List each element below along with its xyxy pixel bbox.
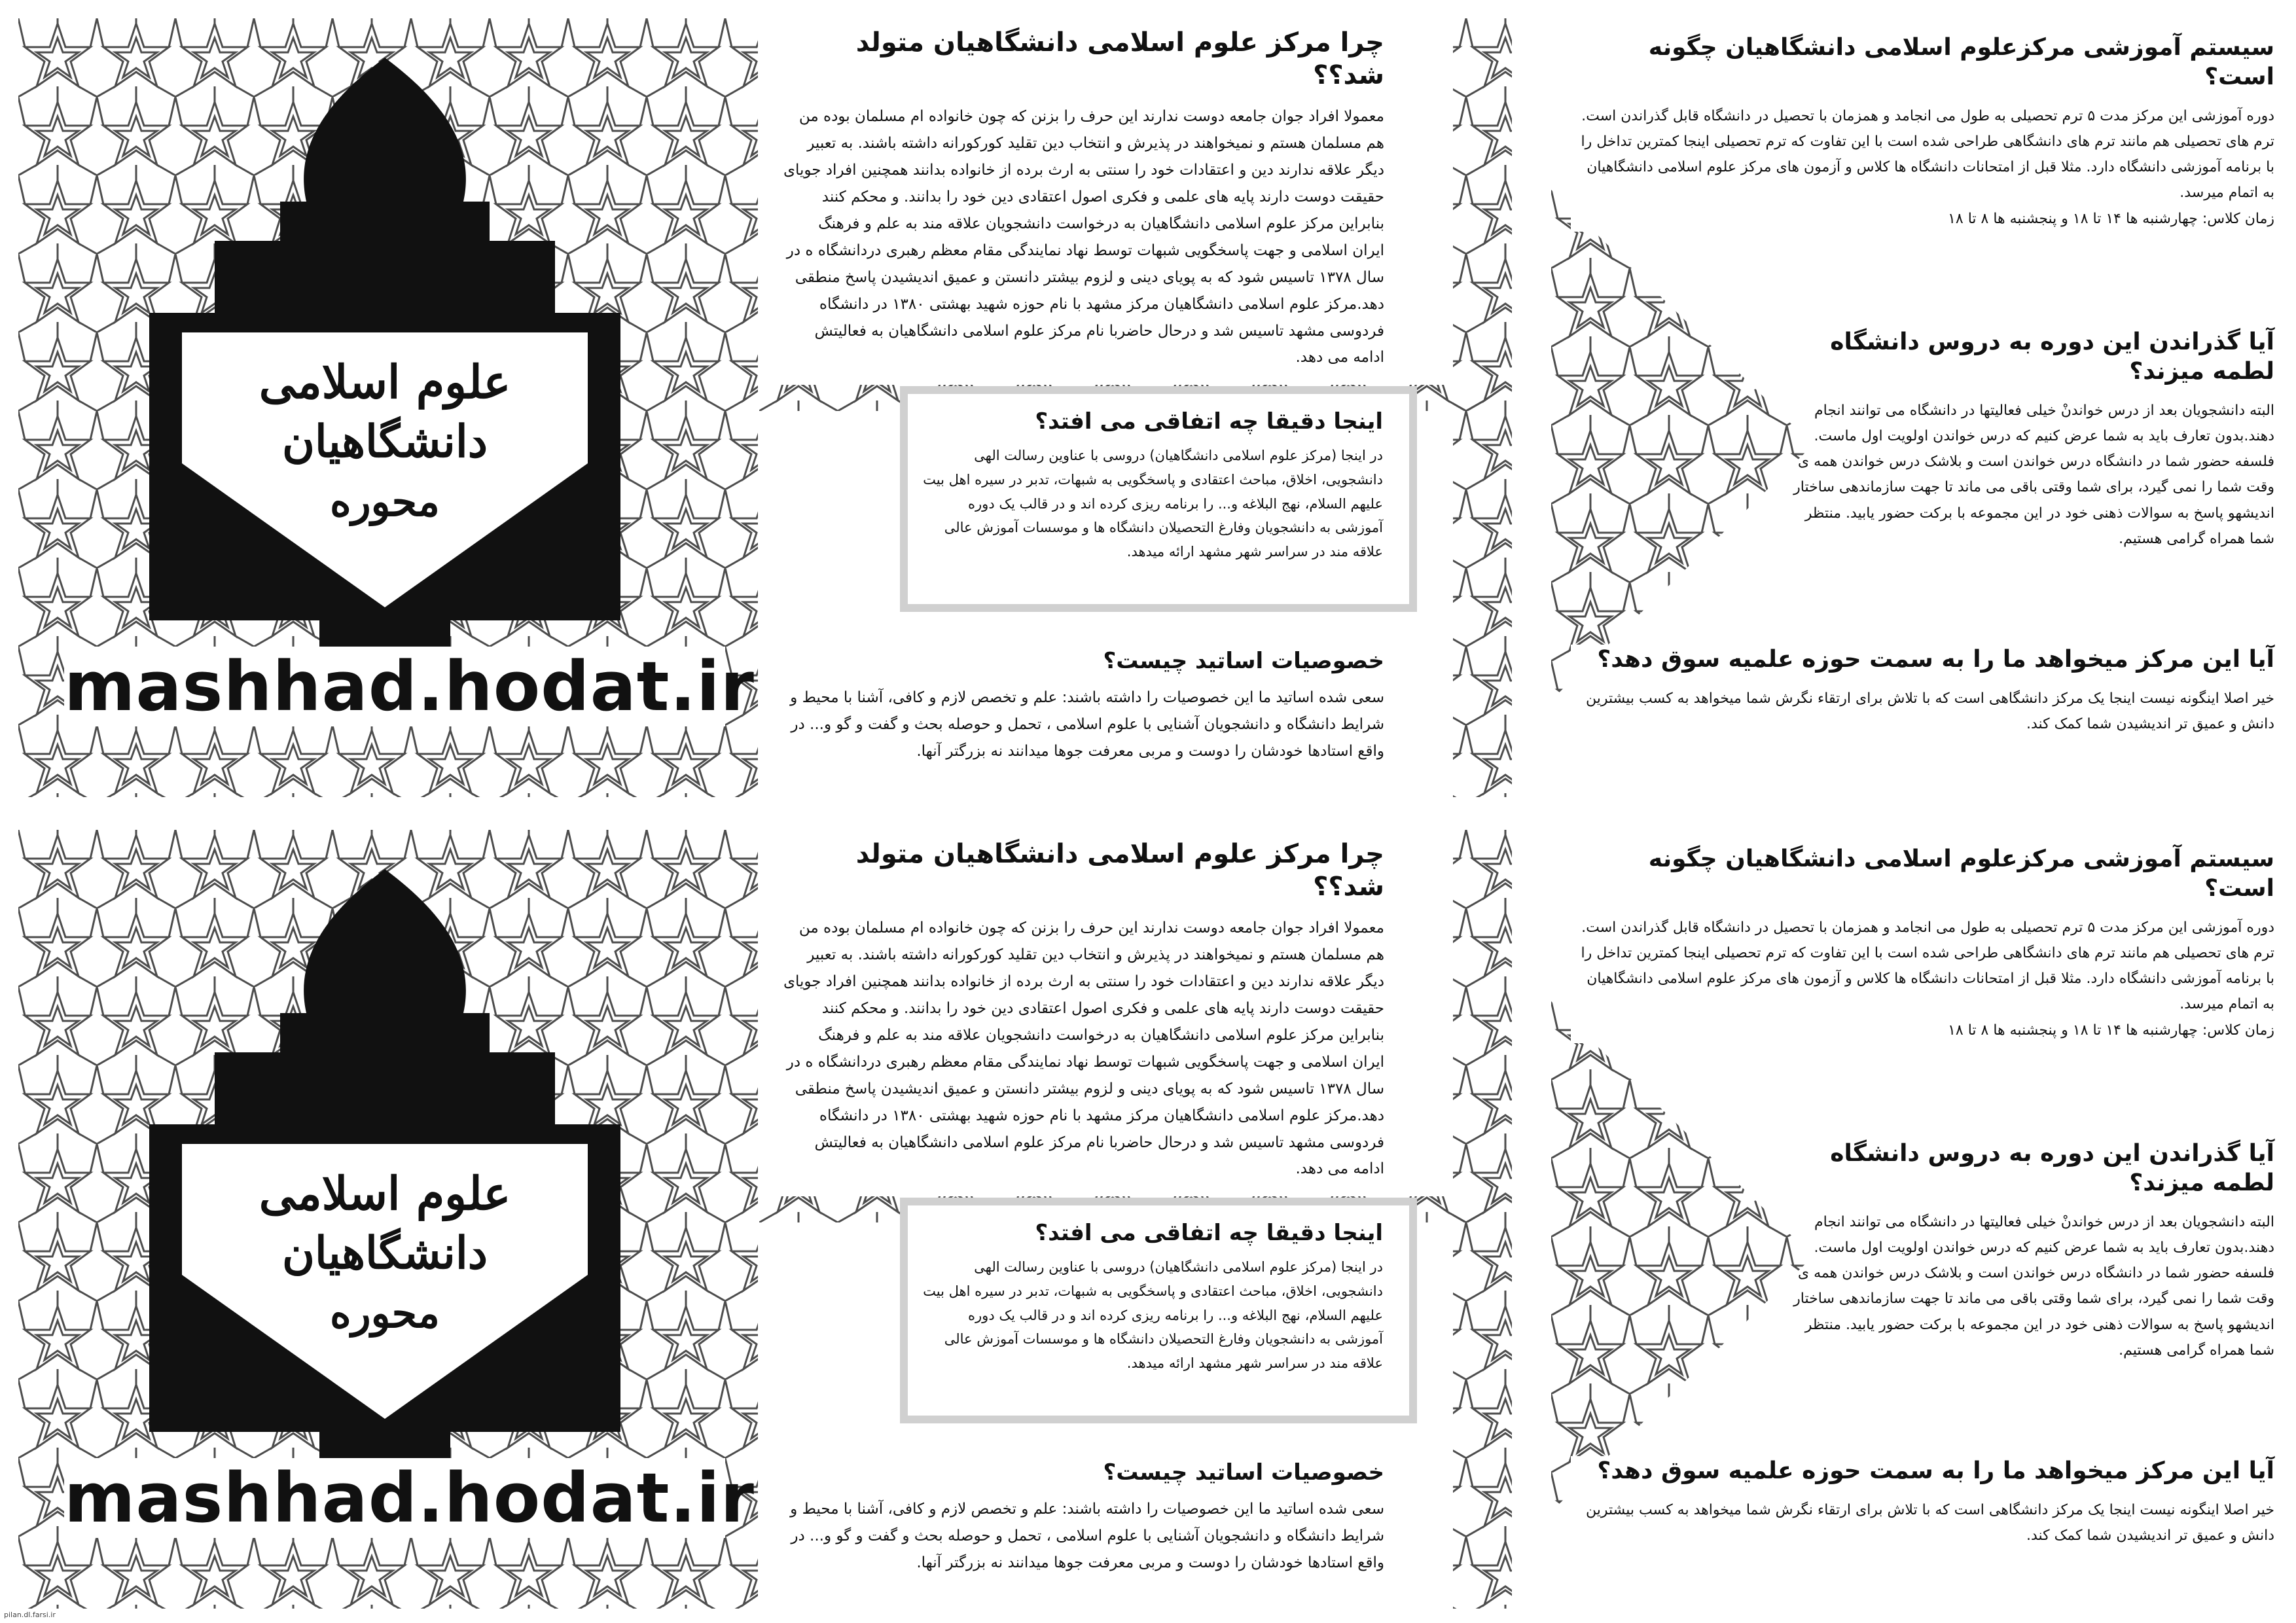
class-schedule: زمان کلاس: چهارشنبه ها ۱۴ تا ۱۸ و پنجشنبه ها ۸ تا ۱۸ — [1948, 1022, 2274, 1039]
section-title-why-founded: چرا مرکز علوم اسلامی دانشگاهیان متولد شد؟؟ — [855, 839, 1384, 902]
right-section-education-system — [1571, 844, 2274, 1043]
website-url: mashhad.hodat.ir — [64, 1458, 755, 1538]
section-body-what-happens: در اینجا (مرکز علوم اسلامی دانشگاهیان) دروسی با عناوین رسالت الهی دانشجویی، اخلاق، مباحث اعتقادی و پاسخگویی به شبهات، تدبر در سیره اهل بیت علیهم السلام، نهج البلاغه و... را برنامه ریزی کرده اند و در قالب یک دوره آموزشی به دانشجویان وفارغ التحصیلان دانشگاه ها و موسسات آموزش عالی علاقه مند در سراسر شهر مشهد ارائه میدهد. — [923, 1259, 1383, 1371]
logo-panel — [18, 830, 758, 1609]
right-section-studies-impact — [1793, 1139, 2274, 1363]
section-body-studies-impact: البته دانشجویان بعد از درس خواندنْ خیلی فعالیتها در دانشگاه می توانند انجام دهند.بدون تعارف باید به شما عرض کنیم که درس خواندن اولویت اول ماست. فلسفه حضور شما در دانشگاه درس خواندن است و بلاشک درس خواندن همه ی وقت شما را نمی گیرد، برای شما وقتی باقی می ماند تا جهت سازماندهی ساختار اندیشهو پاسخ به سوالات ذهنی خود در این مجموعه با برکت حضور یابید. منتظر شما همراه گرامی هستیم. — [1793, 402, 2274, 547]
logo-panel — [18, 18, 758, 797]
section-body-why-founded: معمولا افراد جوان جامعه دوست ندارند این حرف را بزنن که چون خانواده ام مسلمان بوده من هم مسلمان هستم و نمیخواهند در پذیرش و انتخاب دین تقلید کورکورانه داشته باشند. به تعبیر دیگر علاقه ندارند دین و اعتقادات خود را سنتی به ارث برده از خانواده بدانند همچنین افراد جویای حقیقت دوست دارند پایه های علمی و فکری اصول اعتقادی دین خود را بدانند. و محکم کنند بنابراین مرکز علوم اسلامی دانشگاهیان به درخواست دانشجویان علاقه مند به علم و فرهنگ ایران اسلامی و جهت پاسخگویی شبهات توسط نهاد نمایندگی مقام معظم رهبری دردانشگاه ه در سال ۱۳۷۸ تاسیس شود که به پویای دینی و لزوم بیشتر دانستن و عمیق اندیشیدن پاسخ منطقی دهد.مرکز علوم اسلامی دانشگاهیان مرکز مشهد با نام حوزه شهید بهشتی ۱۳۸۰ در دانشگاه فردوسی مشهد تاسیس شد و درحال حاضربا نام مرکز علوم اسلامی دانشگاهیان به فعالیتش ادامه می دهد. — [783, 108, 1384, 366]
section-body-what-happens: در اینجا (مرکز علوم اسلامی دانشگاهیان) دروسی با عناوین رسالت الهی دانشجویی، اخلاق، مباحث اعتقادی و پاسخگویی به شبهات، تدبر در سیره اهل بیت علیهم السلام، نهج البلاغه و... را برنامه ریزی کرده اند و در قالب یک دوره آموزشی به دانشجویان وفارغ التحصیلان دانشگاه ها و موسسات آموزش عالی علاقه مند در سراسر شهر مشهد ارائه میدهد. — [923, 448, 1383, 560]
institute-logo — [84, 856, 686, 1458]
section-title-teachers: خصوصیات اساتید چیست؟ — [1103, 648, 1384, 674]
section-title-studies-impact: آیا گذراندن این دوره به دروس دانشگاه لطمه میزند؟ — [1830, 329, 2274, 385]
middle-column — [782, 838, 1384, 1183]
logo-calligraphy-line3: محوره — [330, 478, 440, 526]
section-title-what-happens: اینجا دقیقا چه اتفاقی می افتد؟ — [1035, 1220, 1383, 1246]
middle-column — [782, 26, 1384, 371]
logo-calligraphy-line3: محوره — [330, 1289, 440, 1337]
section-body-seminary: خیر اصلا اینگونه نیست اینجا یک مرکز دانشگاهی است که با تلاش برای ارتقاء نگرش شما میخواهد به کسب بیشترین دانش و عمیق تر اندیشیدن شما کمک کند. — [1585, 690, 2274, 733]
class-schedule: زمان کلاس: چهارشنبه ها ۱۴ تا ۱۸ و پنجشنبه ها ۸ تا ۱۸ — [1948, 210, 2274, 227]
flyer-sheet-bottom — [0, 812, 2296, 1623]
logo-calligraphy-line2: دانشگاهیان — [281, 416, 488, 468]
section-title-studies-impact: آیا گذراندن این دوره به دروس دانشگاه لطمه میزند؟ — [1830, 1140, 2274, 1196]
website-url: mashhad.hodat.ir — [64, 647, 755, 726]
teachers-section — [782, 648, 1384, 765]
section-body-education-system: دوره آموزشی این مرکز مدت ۵ ترم تحصیلی به طول می انجامد و همزمان با تحصیل در دانشگاه قابل گذراندن است. ترم های تحصیلی هم مانند ترم های دانشگاهی طراحی شده است با این تفاوت که ترم تحصیلی اینجا کمترین تداخل را با برنامه آموزشی دانشگاه دارد. مثلا قبل از امتحانات دانشگاه ها کلاس و آزمون های مرکز علوم اسلامی دانشگاهیان به اتمام میرسد. — [1581, 919, 2274, 1013]
section-body-studies-impact: البته دانشجویان بعد از درس خواندنْ خیلی فعالیتها در دانشگاه می توانند انجام دهند.بدون تعارف باید به شما عرض کنیم که درس خواندن اولویت اول ماست. فلسفه حضور شما در دانشگاه درس خواندن است و بلاشک درس خواندن همه ی وقت شما را نمی گیرد، برای شما وقتی باقی می ماند تا جهت سازماندهی ساختار اندیشهو پاسخ به سوالات ذهنی خود در این مجموعه با برکت حضور یابید. منتظر شما همراه گرامی هستیم. — [1793, 1214, 2274, 1359]
section-body-teachers: سعی شده اساتید ما این خصوصیات را داشته باشند: علم و تخصص لازم و کافی، آشنا با محیط و شرایط دانشگاه و دانشجویان آشنایی با علوم اسلامی ، تحمل و حوصله بحث و گفت و گو و... در واقع استادها خودشان را دوست و مربی معرفت جوها میدانند نه بزرگتر آنها. — [790, 1501, 1384, 1571]
teachers-section — [782, 1459, 1384, 1577]
section-title-why-founded: چرا مرکز علوم اسلامی دانشگاهیان متولد شد؟؟ — [855, 27, 1384, 90]
institute-logo — [84, 45, 686, 647]
right-section-seminary — [1571, 1456, 2274, 1548]
section-title-education-system: سیستم آموزشی مرکزعلوم اسلامی دانشگاهیان چگونه است؟ — [1648, 34, 2274, 90]
section-body-why-founded: معمولا افراد جوان جامعه دوست ندارند این حرف را بزنن که چون خانواده ام مسلمان بوده من هم مسلمان هستم و نمیخواهند در پذیرش و انتخاب دین تقلید کورکورانه داشته باشند. به تعبیر دیگر علاقه ندارند دین و اعتقادات خود را سنتی به ارث برده از خانواده بدانند همچنین افراد جویای حقیقت دوست دارند پایه های علمی و فکری اصول اعتقادی دین خود را بدانند. و محکم کنند بنابراین مرکز علوم اسلامی دانشگاهیان به درخواست دانشجویان علاقه مند به علم و فرهنگ ایران اسلامی و جهت پاسخگویی شبهات توسط نهاد نمایندگی مقام معظم رهبری دردانشگاه ه در سال ۱۳۷۸ تاسیس شود که به پویای دینی و لزوم بیشتر دانستن و عمیق اندیشیدن پاسخ منطقی دهد.مرکز علوم اسلامی دانشگاهیان مرکز مشهد با نام حوزه شهید بهشتی ۱۳۸۰ در دانشگاه فردوسی مشهد تاسیس شد و درحال حاضربا نام مرکز علوم اسلامی دانشگاهیان به فعالیتش ادامه می دهد. — [783, 919, 1384, 1178]
section-body-seminary: خیر اصلا اینگونه نیست اینجا یک مرکز دانشگاهی است که با تلاش برای ارتقاء نگرش شما میخواهد به کسب بیشترین دانش و عمیق تر اندیشیدن شما کمک کند. — [1585, 1502, 2274, 1544]
section-body-teachers: سعی شده اساتید ما این خصوصیات را داشته باشند: علم و تخصص لازم و کافی، آشنا با محیط و شرایط دانشگاه و دانشجویان آشنایی با علوم اسلامی ، تحمل و حوصله بحث و گفت و گو و... در واقع استادها خودشان را دوست و مربی معرفت جوها میدانند نه بزرگتر آنها. — [790, 689, 1384, 760]
right-section-seminary — [1571, 645, 2274, 737]
highlight-box — [900, 386, 1417, 612]
section-title-seminary: آیا این مرکز میخواهد ما را به سمت حوزه علمیه سوق دهد؟ — [1597, 646, 2274, 673]
footer-credit: pilan.dl.farsi.ir — [4, 1611, 56, 1619]
right-section-education-system — [1571, 33, 2274, 232]
logo-calligraphy-line1: علوم اسلامی — [259, 1166, 511, 1221]
section-title-what-happens: اینجا دقیقا چه اتفاقی می افتد؟ — [1035, 408, 1383, 435]
highlight-box — [900, 1198, 1417, 1423]
right-section-studies-impact — [1793, 327, 2274, 552]
logo-calligraphy-line2: دانشگاهیان — [281, 1227, 488, 1279]
section-title-education-system: سیستم آموزشی مرکزعلوم اسلامی دانشگاهیان چگونه است؟ — [1648, 846, 2274, 902]
logo-calligraphy-line1: علوم اسلامی — [259, 355, 511, 409]
section-title-teachers: خصوصیات اساتید چیست؟ — [1103, 1459, 1384, 1486]
section-title-seminary: آیا این مرکز میخواهد ما را به سمت حوزه علمیه سوق دهد؟ — [1597, 1457, 2274, 1484]
section-body-education-system: دوره آموزشی این مرکز مدت ۵ ترم تحصیلی به طول می انجامد و همزمان با تحصیل در دانشگاه قابل گذراندن است. ترم های تحصیلی هم مانند ترم های دانشگاهی طراحی شده است با این تفاوت که ترم تحصیلی اینجا کمترین تداخل را با برنامه آموزشی دانشگاه دارد. مثلا قبل از امتحانات دانشگاه ها کلاس و آزمون های مرکز علوم اسلامی دانشگاهیان به اتمام میرسد. — [1581, 108, 2274, 202]
